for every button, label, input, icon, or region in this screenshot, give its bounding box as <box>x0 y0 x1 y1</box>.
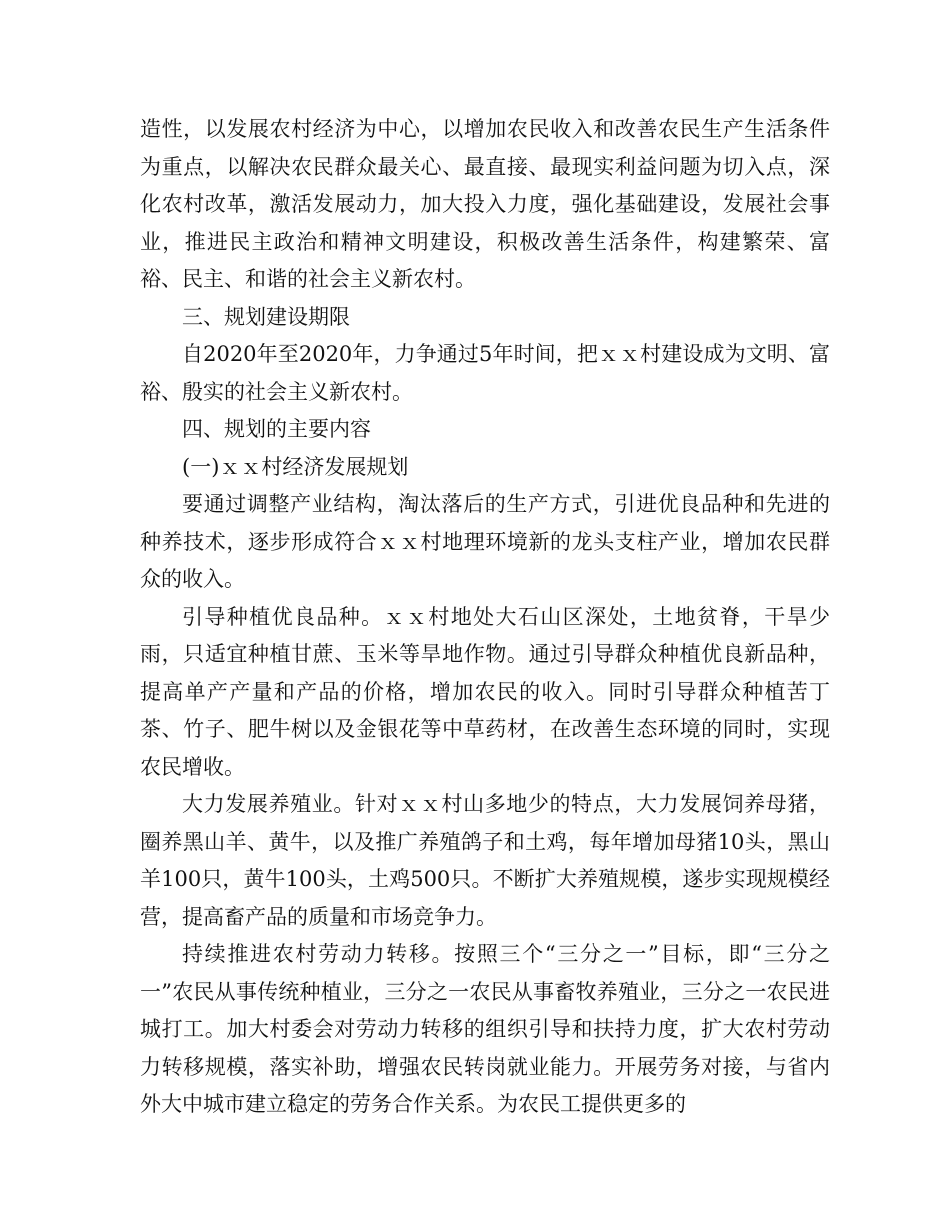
subsection-heading-one: (一)ｘｘ村经济发展规划 <box>182 454 409 479</box>
section-heading-four: 四、规划的主要内容 <box>182 417 371 441</box>
document-body <box>140 111 830 1124</box>
paragraph-continued: 造性，以发展农村经济为中心，以增加农民收入和改善农民生产生活条件为重点，以解决农民群众最关心、最直接、最现实利益问题为切入点，深化农村改革，激活发展动力，加大投入力度，强化基础建设，发展社会事业，推进民主政治和精神文明建设，积极改善生活条件，构建繁荣、富裕、民主、和谐的社会主义新农村。 <box>140 117 830 291</box>
paragraph-breeding: 大力发展养殖业。针对ｘｘ村山多地少的特点，大力发展饲养母猪，圈养黑山羊、黄牛，以及推广养殖鸽子和土鸡，每年增加母猪10头，黑山羊100只，黄牛100头，土鸡500只。不断扩大养殖规模，遂步实现规模经营，提高畜产品的质量和市场竞争力。 <box>140 792 830 929</box>
paragraph-planting: 引导种植优良品种。ｘｘ村地处大石山区深处，土地贫脊，干旱少雨，只适宜种植甘蔗、玉米等旱地作物。通过引导群众种植优良新品种，提高单产产量和产品的价格，增加农民的收入。同时引导群众种植苦丁茶、竹子、肥牛树以及金银花等中草药材，在改善生态环境的同时，实现农民增收。 <box>140 604 830 779</box>
paragraph-period: 自2020年至2020年，力争通过5年时间，把ｘｘ村建设成为文明、富裕、殷实的社会主义新农村。 <box>140 342 830 404</box>
section-heading-three: 三、规划建设期限 <box>182 304 350 329</box>
paragraph-industry: 要通过调整产业结构，淘汰落后的生产方式，引进优良品种和先进的种养技术，逐步形成符合ｘｘ村地理环境新的龙头支柱产业，增加农民群众的收入。 <box>140 492 830 591</box>
paragraph-labor: 持续推进农村劳动力转移。按照三个“三分之一”目标，即“三分之一”农民从事传统种植业，三分之一农民从事畜牧养殖业，三分之一农民进城打工。加大村委会对劳动力转移的组织引导和扶持力度，扩大农村劳动力转移规模，落实补助，增强农民转岗就业能力。开展劳务对接，与省内外大中城市建立稳定的劳务合作关系。为农民工提供更多的 <box>140 942 830 1116</box>
